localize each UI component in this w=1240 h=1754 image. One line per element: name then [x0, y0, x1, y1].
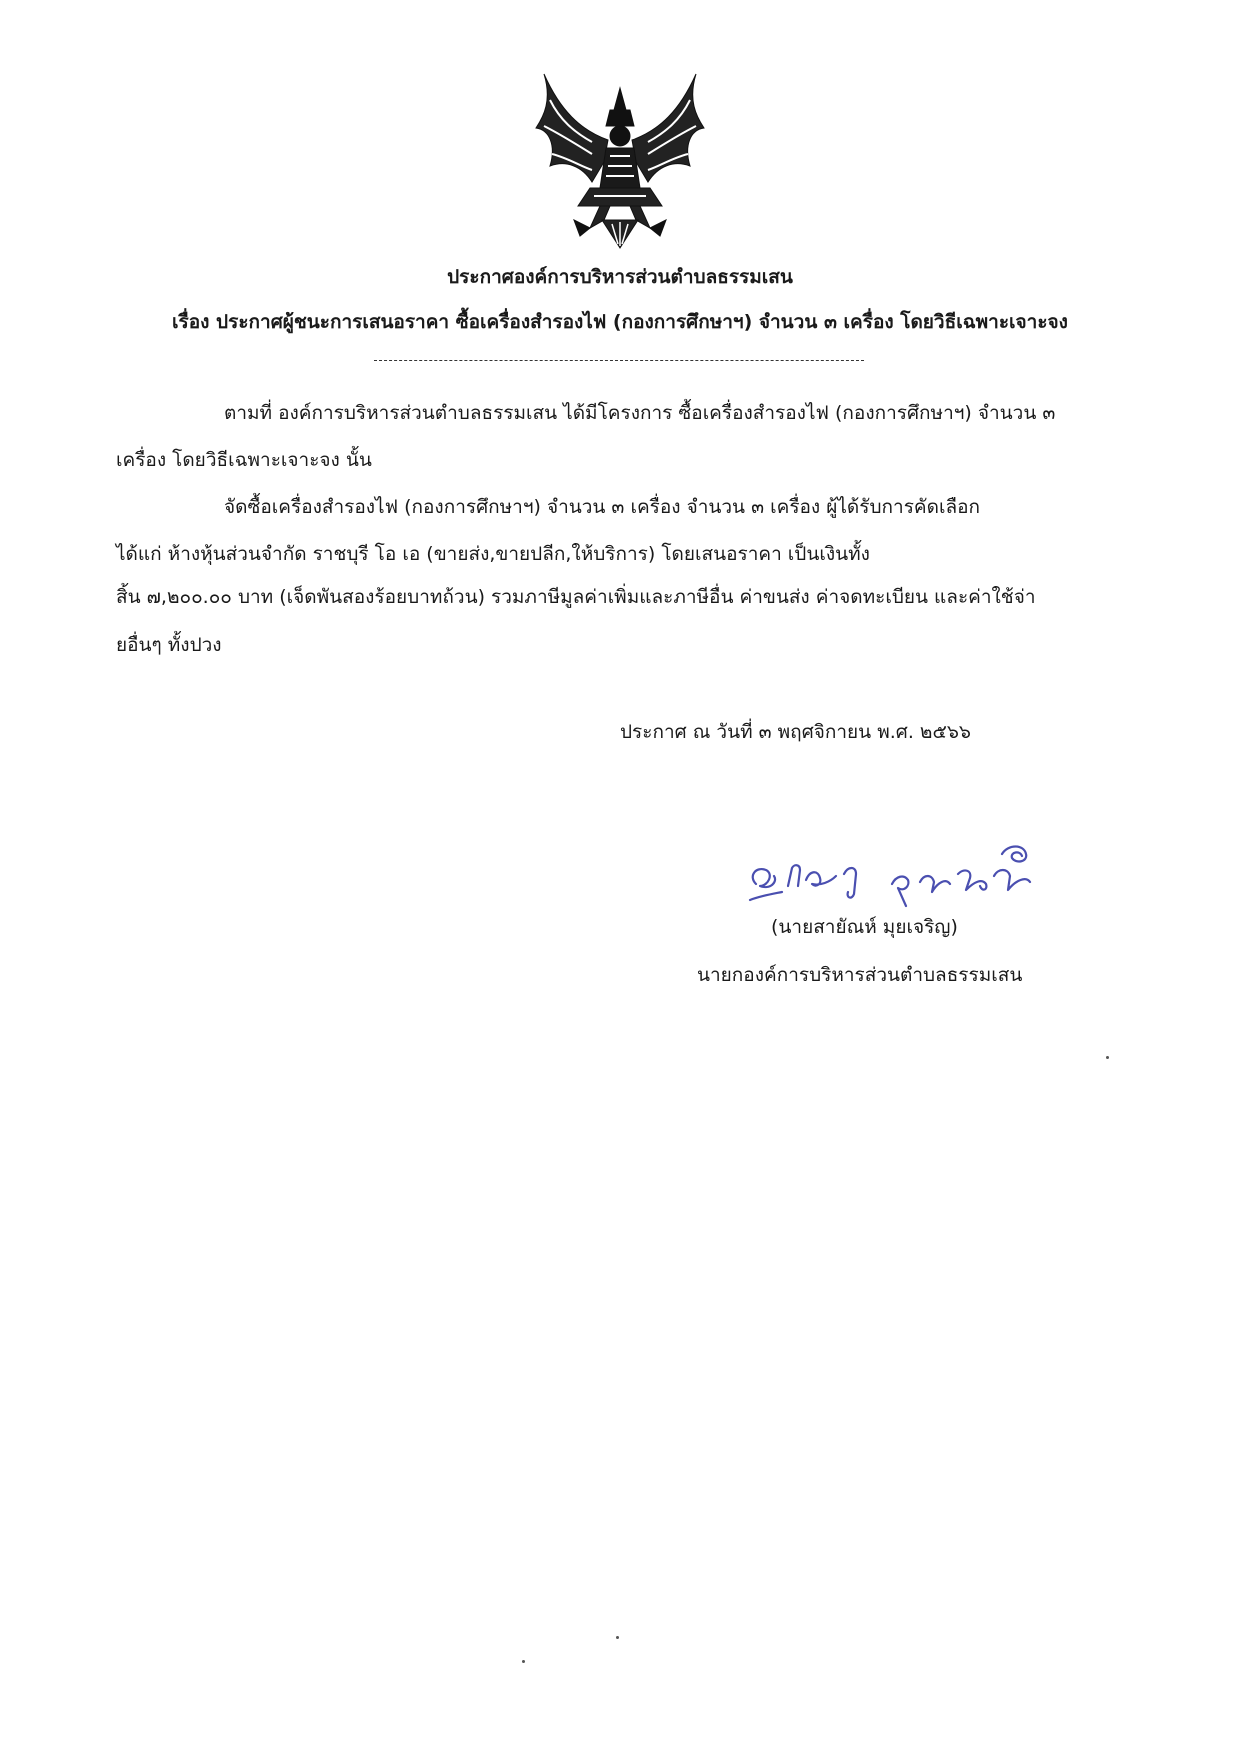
announcement-date: ประกาศ ณ วันที่ ๓ พฤศจิกายน พ.ศ. ๒๕๖๖: [620, 721, 971, 743]
paragraph-2-line-4: ยอื่นๆ ทั้งปวง: [116, 634, 222, 656]
paragraph-1-line-2: เครื่อง โดยวิธีเฉพาะเจาะจง นั้น: [116, 449, 372, 471]
garuda-emblem-icon: [530, 70, 710, 250]
signer-name: (นายสายัณห์ มุยเจริญ): [771, 916, 958, 938]
announcement-title: ประกาศองค์การบริหารส่วนตำบลธรรมเสน: [447, 266, 793, 288]
scan-speck: [522, 1660, 525, 1663]
paragraph-1-line-1: ตามที่ องค์การบริหารส่วนตำบลธรรมเสน ได้มีโครงการ ซื้อเครื่องสำรองไฟ (กองการศึกษาฯ) จำนวน ๓: [224, 402, 1056, 424]
paragraph-2-line-3: สิ้น ๗,๒๐๐.๐๐ บาท (เจ็ดพันสองร้อยบาทถ้วน) รวมภาษีมูลค่าเพิ่มและภาษีอื่น ค่าขนส่ง ค่าจดทะเบียน และค่าใช้จ่า: [116, 586, 1036, 608]
scan-speck: [1106, 1056, 1109, 1059]
signature-icon: [744, 820, 1064, 920]
scan-speck: [616, 1636, 619, 1639]
paragraph-2-line-1: จัดซื้อเครื่องสำรองไฟ (กองการศึกษาฯ) จำนวน ๓ เครื่อง จำนวน ๓ เครื่อง ผู้ได้รับการคัดเลือก: [224, 496, 981, 518]
paragraph-2-line-2: ได้แก่ ห้างหุ้นส่วนจำกัด ราชบุรี โอ เอ (ขายส่ง,ขายปลีก,ให้บริการ) โดยเสนอราคา เป็นเงินทั้ง: [116, 543, 870, 565]
dashed-divider: [374, 360, 864, 361]
signer-position: นายกองค์การบริหารส่วนตำบลธรรมเสน: [697, 964, 1023, 986]
announcement-subject: เรื่อง ประกาศผู้ชนะการเสนอราคา ซื้อเครื่องสำรองไฟ (กองการศึกษาฯ) จำนวน ๓ เครื่อง โดยวิธีเฉพาะเจาะจง: [172, 311, 1068, 333]
